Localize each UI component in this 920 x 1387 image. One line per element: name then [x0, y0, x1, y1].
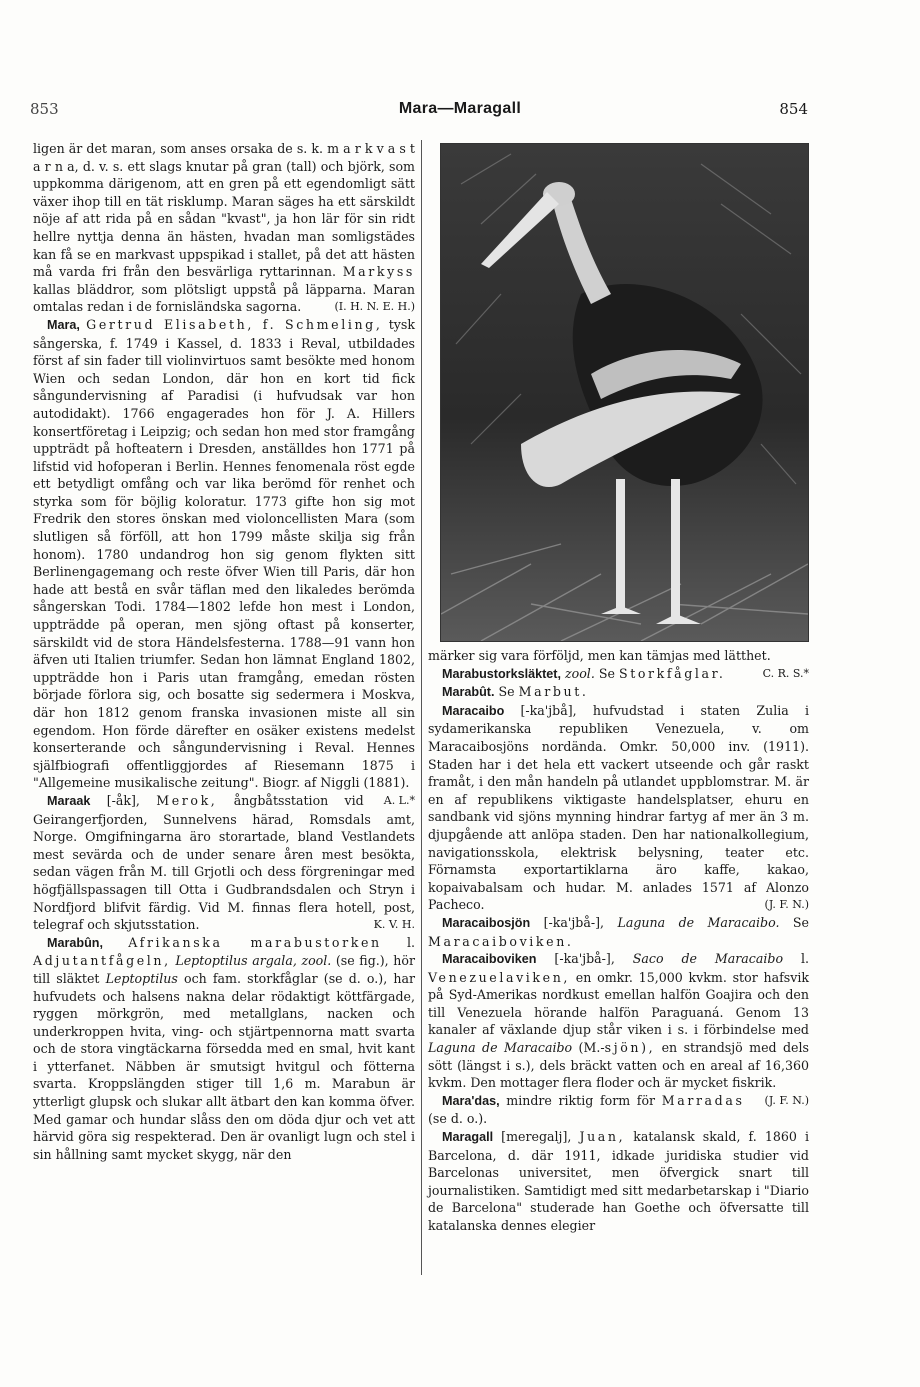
entry-marabut: Marabût. Se Marbut.	[442, 684, 589, 700]
entry-mara-gertrud: Mara, Gertrud Elisabeth, f. Schmeling, tysk sångerska, f. 1749 i Kassel, d. 1833 i Reval, utbildades först af sin fader till violinvirtuos samt besökte med honom Wien och sedan London, där hon en kort tid fick sångundervisning af Paradisi (i hufvudsak var hon autodidakt). 1766 engagerades hon för J. A. Hillers konsertföretag i Leipzig; och sedan hon med stor framgång uppträdt på hofteatern i Dresden, anställdes hon 1771 på lifstid vid hofoperan i Berlin. Hennes fenomenala röst egde ett betydligt omfång och var lika berömd för renhet och styrka som för böjlig koloratur. 1773 gifte hon sig mot Fredrik den stores önskan med violoncellisten Mara (som slutligen så förföll, att hon 1799 måste skilja sig från honom). 1780 undandrog hon sig genom flykten sitt Berlinengagemang och reste öfver Wien till Paris, där hon hade att bestå en svår täflan med den likaledes berömda sångerskan Todi. 1784—1802 lefde hon mest i London, uppträdde på operan, men sjöng oftast på konserter, särskildt vid de stora Händelsfesterna. 1788—91 vann hon äfven uti Italien triumfer. Sedan hon lämnat England 1802, uppträdde hon i Paris utan framgång, emedan rösten började förlora sig, och bosatte sig sedermera i Moskva, där hon 1812 genom franska invasionen miste all sin egendom. Hon förde därefter en osäker existens medelst konserterande och sångundervisning i Reval. Hennes själfbiografi offentliggjordes af Riesemann 1875 i "Allgemeine musikalische zeitung". Biogr. af Niggli (1881). A. L.*	[33, 316, 415, 792]
running-title: Mara—Maragall	[398, 100, 522, 117]
genus-name: Leptoptilus	[105, 970, 178, 986]
signature: A. L.*	[383, 793, 415, 807]
headword: Maracaiboviken	[442, 952, 537, 967]
headword: Mara,	[47, 317, 80, 332]
headword: Marabûn,	[47, 935, 103, 950]
signature: (J. F. N.)	[764, 898, 809, 912]
cross-reference: Marbut.	[518, 684, 589, 700]
term-markyss: Markyss	[342, 264, 415, 280]
spaced-name: Adjutantfågeln,	[33, 953, 171, 969]
headword: Marabût.	[442, 685, 495, 700]
entry-marabun: Marabûn, Afrikanska marabustorken l. Adjutantfågeln, Leptoptilus argala, zool. (se fig.), hör till släktet Leptoptilus och fam. storkfåglar (se d. o.), har hufvudets och halsens nakna delar rödaktigt köttfärgade, ryggen mörkgrön, med metallglans, nacken och underkroppen hvita, ving- och stjärtpennorna matt svarta och de stora vingtäckarna försedda med en smal, hvit kant i ytterfanet. Näbben är smutsigt hvitgul och fötterna svarta. Kroppslängden stiger till 1,6 m. Marabun är ytterligt glupsk och slukar allt ätbart den kan komma öfver. Med gamar och hundar slåss den om döda djur och vet att härvid göra sig respekterad. Den är ovanligt lugn och stel i sin hållning samt mycket skygg, när den	[33, 934, 415, 1162]
right-column	[428, 647, 809, 1235]
spaced-name: Gertrud Elisabeth, f. Schmeling,	[86, 316, 383, 332]
headword: Marabustorksläktet,	[442, 666, 561, 681]
headword: Maragall	[442, 1130, 494, 1145]
page-number-right: 854	[779, 100, 808, 118]
cross-reference: Marradas	[661, 1092, 745, 1108]
spaced-name: Afrikanska marabustorken	[128, 934, 382, 950]
page-number-left: 853	[30, 100, 59, 118]
latin-name: Leptoptilus argala, zool.	[175, 953, 332, 969]
headword: Maraak	[47, 793, 91, 808]
entry-maracaibosjon: Maracaibosjön [-ka'jbå-], Laguna de Maracaibo. Se Maracaiboviken.	[428, 914, 809, 949]
entry-marabustorkslaktet: Marabustorksläktet, zool. Se Storkfåglar.	[442, 665, 726, 681]
entry-maracaiboviken: Maracaiboviken [-ka'jbå-], Saco de Maracaibo l. Venezuelaviken, en omkr. 15,000 kvkm. stor hafsvik på Syd-Amerikas nordkust emellan halfön Goajira och den till Venezuela hörande halfön Paraguaná. Genom 13 kanaler af växlande djup står viken i s. i förbindelse med Laguna de Maracaibo (M.-sjön), en strandsjö med dels sött (längst i s.), dels bräckt vatten och en areal af 16,360 kvkm. Den mottager flera floder och är mycket fiskrik. (J. F. N.)	[428, 950, 809, 1092]
column-divider	[421, 140, 422, 1275]
mara-folklore-continuation: ligen är det maran, som anses orsaka de s. k. m a r k v a s t a r n a, d. v. s. ett slags knutar på gran (tall) och björk, som uppkomma därigenom, att en gren på ett egendomligt sätt växer ihop till en tät risklump. Maran säges ha ett särskildt nöje af att rida på en sådan "kvast", ja hon lär för sin ridt hellre nyttja denna än hästen, hvadan man somligstädes kan få se en markvast uppspikad i stallet, på det att hästen må varda fri från den besvärliga ryttarinnan. Markyss kallas bläddror, som plötsligt uppstå på läpparna. Maran omtalas redan i de fornisländska sagorna. (I. H. N. E. H.)	[33, 141, 415, 315]
left-column	[33, 140, 415, 1163]
cross-reference: Storkfåglar.	[618, 665, 726, 681]
spaced-name: Merok,	[156, 792, 218, 808]
entry-maraak: Maraak [-åk], Merok, ångbåtsstation vid Geirangerfjorden, Sunnelvens härad, Romsdals amt, Norge. Omgifningarna äro storartade, bland Vestlandets mest sevärda och de under senare åren mest besökta, sedan vägen från M. till Grjotli och dess förgreningar med högfjällspassagen till Otta i Gudbrandsdalen och Stryn i Nordfjord blifvit färdig. Vid M. finnas flera hotell, post, telegraf och skjutsstation. K. V. H.	[33, 792, 415, 933]
headword: Maracaibo	[442, 703, 505, 718]
entry-maragall: Maragall [meregalj], Juan, katalansk skald, f. 1860 i Barcelona, d. där 1911, idkade juridiska studier vid Barcelonas universitet, men öfvergick snart till journalistiken. Samtidigt med sitt medarbetarskap i "Diario de Barcelona" studerade han Goethe och öfversatte till katalanska dennes elegier	[428, 1129, 809, 1233]
signature: (I. H. N. E. H.)	[334, 300, 415, 314]
entry-maradas: Mara'das, mindre riktig form för Marradas (se d. o.).	[428, 1092, 745, 1127]
marabou-stork-image	[441, 144, 808, 641]
headword: Maracaibosjön	[442, 915, 531, 930]
signature: (J. F. N.)	[764, 1093, 809, 1107]
marabun-continuation: märker sig vara förföljd, men kan tämjas med lätthet. C. R. S.*	[428, 647, 809, 665]
cross-reference: Maracaiboviken.	[428, 933, 574, 949]
signature: K. V. H.	[373, 918, 415, 932]
marabou-stork-illustration	[440, 143, 809, 642]
page-header	[0, 100, 920, 124]
spaced-name: Juan,	[579, 1129, 626, 1145]
entry-maracaibo: Maracaibo [-ka'jbå], hufvudstad i staten Zulia i sydamerikanska republiken Venezuela, v. om Maracaibosjöns nordända. Omkr. 50,000 inv. (1911). Staden har i det hela ett vackert utseende och går raskt framåt, i den mån handeln på utlandet uppblomstrar. M. är en af republikens viktigaste handelsplatser, ehuru en sandbank vid sjöns mynning hindrar fartyg af mer än 3 m. djupgående att anlöpa staden. Den har nationalkollegium, navigationsskola, elektrisk belysning, teater etc. Förnamsta exportartiklarna äro kaffe, kakao, kopaivabalsam och hudar. M. anlades 1571 af Alonzo Pacheco. (J. F. N.)	[428, 702, 809, 913]
headword: Mara'das,	[442, 1093, 500, 1108]
signature: C. R. S.*	[762, 666, 809, 680]
